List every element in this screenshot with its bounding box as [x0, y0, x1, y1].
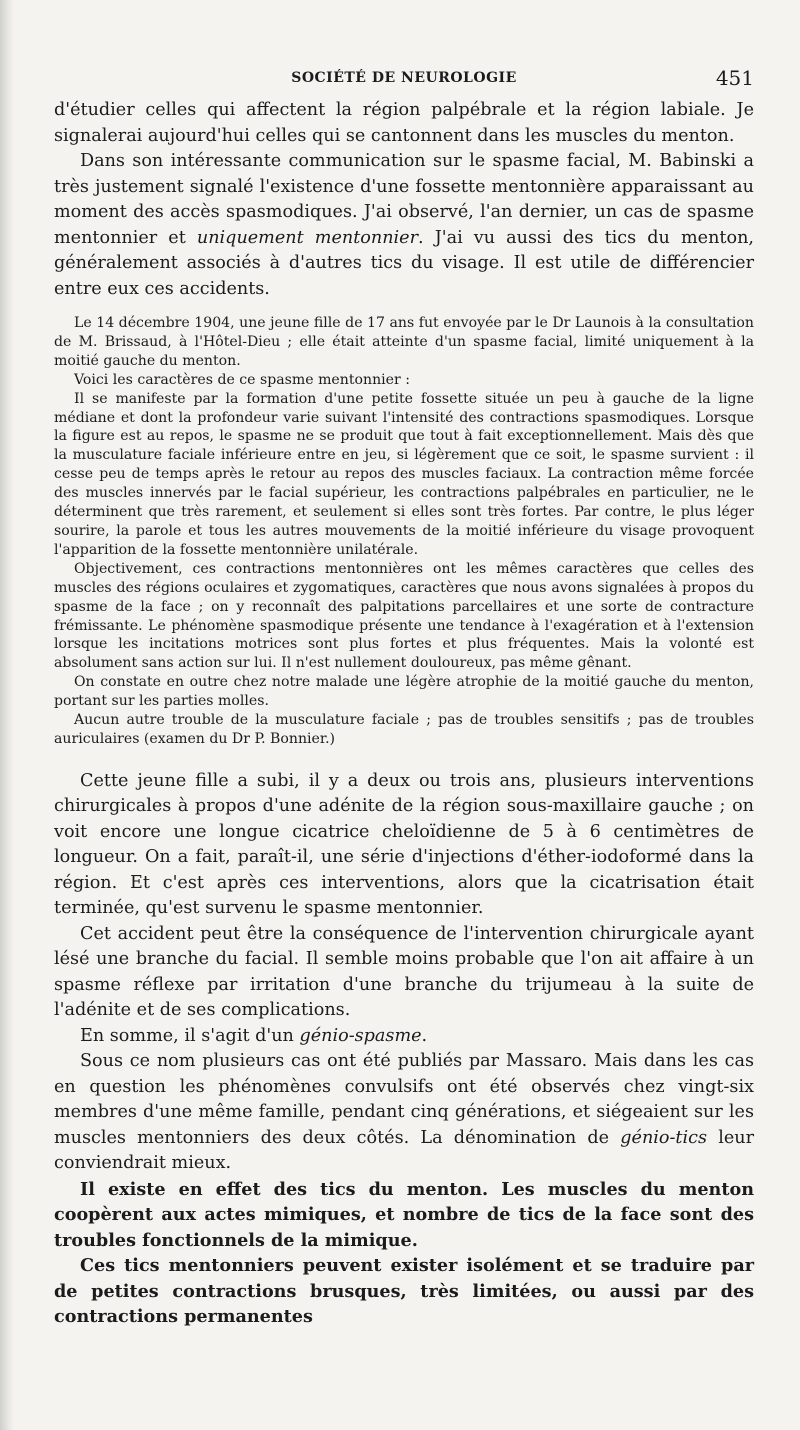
case-paragraph-1: Le 14 décembre 1904, une jeune fille de 17 ans fut envoyée par le Dr Launois à la consultation de M. Brissaud, à l'Hôtel-Dieu ; elle était atteinte d'un spasme facial, limité uniquement à la moitié gauche du menton. [54, 315, 754, 369]
case-report [54, 314, 754, 749]
case-paragraph-3: Il se manifeste par la formation d'une petite fossette située un peu à gauche de la ligne médiane et dont la profondeur varie suivant l'intensité des contractions spasmodiques. Lorsque la figure est au repos, le spasme ne se produit que tout à fait exceptionnellement. Mais dès que la musculature faciale inférieure entre en jeu, si légèrement que ce soit, le spasme survient : il cesse peu de temps après le retour au repos des muscles faciaux. La contraction même forcée des muscles innervés par le facial supérieur, les contractions palpébrales en particulier, ne le déterminent que très rarement, et seulement si elles sont très fortes. Par contre, le plus léger sourire, la parole et tous les autres mouvements de la moitié inférieure du visage provoquent l'apparition de la fossette mentonnière unilatérale. [54, 390, 754, 558]
discussion-paragraph-1: Cette jeune fille a subi, il y a deux ou trois ans, plusieurs interventions chirurgicales à propos d'une adénite de la région sous-maxillaire gauche ; on voit encore une longue cicatrice cheloïdienne de 5 à 6 centimètres de longueur. On a fait, paraît-il, une série d'injections d'éther-iodoformé dans la région. Et c'est après ces interventions, alors que la cicatrisation était terminée, qu'est survenu le spasme mentonnier. [54, 770, 754, 919]
page-binding-edge [0, 0, 14, 1430]
case-paragraph-6: Aucun autre trouble de la musculature faciale ; pas de troubles sensitifs ; pas de troubles auriculaires (examen du Dr P. Bonnier.) [54, 712, 754, 747]
case-paragraph-2: Voici les caractères de ce spasme mentonnier : [74, 371, 410, 388]
book-page [54, 62, 754, 1330]
running-header [54, 62, 754, 98]
emphasis-text: uniquement mentonnier [196, 227, 418, 248]
discussion-paragraph-3 [54, 1024, 754, 1050]
intro-paragraph-1: d'étudier celles qui affectent la région palpébrale et la région labiale. Je signalerai aujourd'hui celles qui se cantonnent dans les muscles du menton. [54, 100, 754, 146]
emphasis-text: génio-spasme [299, 1025, 422, 1046]
page-number: 451 [715, 66, 754, 90]
intro-paragraph-2 [54, 149, 754, 302]
discussion-paragraph-5: Il existe en effet des tics du menton. Les muscles du menton coopèrent aux actes mimiques, et nombre de tics de la face sont des troubles fonctionnels de la mimique. [54, 1178, 754, 1251]
running-title: SOCIÉTÉ DE NEUROLOGIE [291, 70, 517, 86]
emphasis-text: génio-tics [620, 1127, 708, 1148]
discussion-paragraph-6: Ces tics mentonniers peuvent exister isolément et se traduire par de petites contractions brusques, très limitées, ou aussi par des contractions permanentes [54, 1255, 754, 1328]
text-run: . J'ai vu aussi des tics du menton, généralement associés à d'autres tics du visage. Il est utile de différencier entre eux ces accidents. [54, 227, 754, 299]
discussion-paragraph-2: Cet accident peut être la conséquence de l'intervention chirurgicale ayant lésé une branche du facial. Il semble moins probable que l'on ait affaire à un spasme réflexe par irritation d'une branche du trijumeau à la suite de l'adénite et de ses complications. [54, 923, 754, 1021]
text-run: Dans son intéressante communication sur le spasme facial, M. Babinski a très justement signalé l'existence d'une fossette mentonnière apparaissant au moment des accès spasmodiques. J'ai observé, l'an dernier, un cas de spasme mentonnier et [54, 151, 754, 248]
text-run: En somme, il s'agit d'un [80, 1025, 300, 1046]
case-paragraph-4: Objectivement, ces contractions mentonnières ont les mêmes caractères que celles des muscles des régions oculaires et zygomatiques, caractères que nous avons signalées à propos du spasme de la face ; on y reconnaît des palpitations parcellaires et une sorte de contracture frémissante. Le phénomène spasmodique présente une tendance à l'exagération et à l'extension lorsque les incitations motrices sont plus fortes et plus fréquentes. Mais la volonté est absolument sans action sur lui. Il n'est nullement douloureux, pas même gênant. [54, 560, 754, 672]
discussion-paragraph-4 [54, 1049, 754, 1177]
text-run: leur conviendrait mieux. [54, 1127, 755, 1174]
text-run: . [421, 1025, 428, 1046]
text-run: Sous ce nom plusieurs cas ont été publiés par Massaro. Mais dans les cas en question les phénomènes convulsifs ont été observés chez vingt-six membres d'une même famille, pendant cinq générations, et siégeaient sur les muscles mentonniers des deux côtés. La dénomination de [54, 1051, 754, 1148]
case-paragraph-5: On constate en outre chez notre malade une légère atrophie de la moitié gauche du menton, portant sur les parties molles. [54, 674, 754, 710]
